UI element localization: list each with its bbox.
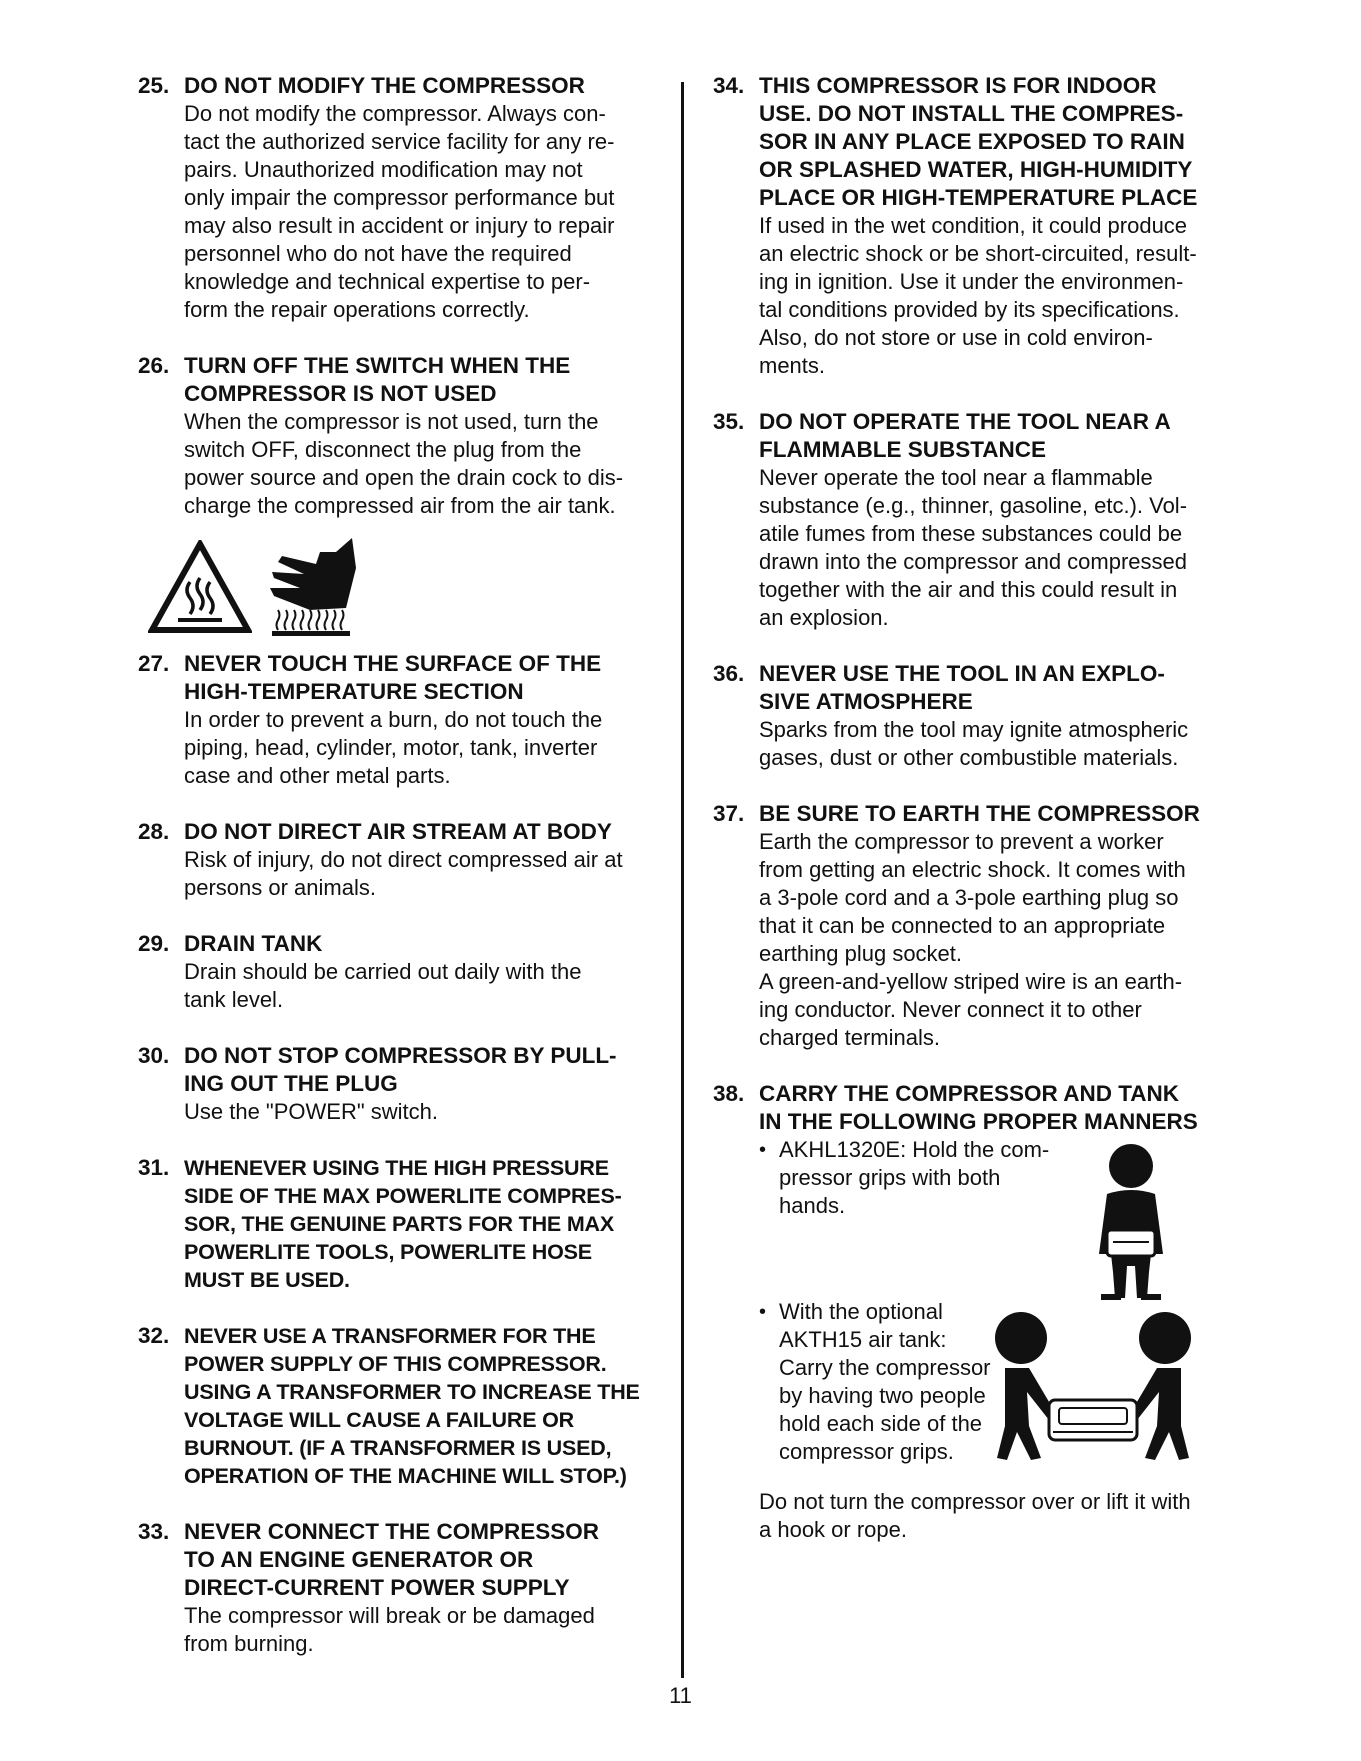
body-line: drawn into the compressor and compressed (759, 549, 1187, 574)
body-line: form the repair operations correctly. (184, 297, 530, 322)
heading-line: TO AN ENGINE GENERATOR OR (184, 1547, 534, 1572)
item-body (759, 212, 1233, 380)
bullet-line: hands. (779, 1193, 846, 1218)
item-28 (138, 818, 658, 902)
heading-line: WHENEVER USING THE HIGH PRESSURE (184, 1156, 609, 1180)
item-number: 29. (138, 931, 170, 956)
body-line: tal conditions provided by its specifications. (759, 297, 1180, 322)
heading-line: FLAMMABLE SUBSTANCE (759, 437, 1047, 462)
body-line: pairs. Unauthorized modification may not (184, 157, 583, 182)
heading-line: NEVER CONNECT THE COMPRESSOR (184, 1519, 600, 1544)
body-line: only impair the compressor performance but (184, 185, 615, 210)
item-number: 30. (138, 1043, 170, 1068)
item-number: 37. (713, 801, 745, 826)
item-body (184, 958, 658, 1014)
hand-burn-icon (260, 534, 360, 638)
item-38 (713, 1080, 1233, 1544)
item-26 (138, 352, 658, 520)
heading-line: COMPRESSOR IS NOT USED (184, 381, 497, 406)
heading-line: TURN OFF THE SWITCH WHEN THE (184, 353, 571, 378)
heading-line: USING A TRANSFORMER TO INCREASE THE (184, 1380, 640, 1404)
item-heading (184, 72, 658, 100)
bullet-line: AKHL1320E: Hold the com- (779, 1137, 1050, 1162)
item-35 (713, 408, 1233, 632)
heading-line: DO NOT DIRECT AIR STREAM AT BODY (184, 819, 612, 844)
body-line: Sparks from the tool may ignite atmospheric (759, 717, 1189, 742)
item-30 (138, 1042, 658, 1126)
body-line: from getting an electric shock. It comes with (759, 857, 1186, 882)
body-line: A green-and-yellow striped wire is an earth- (759, 969, 1183, 994)
heading-line: SIDE OF THE MAX POWERLITE COMPRES- (184, 1184, 622, 1208)
body-line: a hook or rope. (759, 1517, 907, 1542)
item-heading (759, 800, 1233, 828)
left-column (138, 72, 658, 1658)
body-line: power source and open the drain cock to dis- (184, 465, 624, 490)
page-number: 11 (669, 1683, 692, 1708)
item-number: 33. (138, 1519, 170, 1544)
item-number: 35. (713, 409, 745, 434)
body-line: Earth the compressor to prevent a worker (759, 829, 1164, 854)
item-number: 38. (713, 1081, 745, 1106)
item-body (184, 1602, 658, 1658)
heading-line: DO NOT STOP COMPRESSOR BY PULL- (184, 1043, 617, 1068)
item-heading (759, 660, 1233, 716)
item-25 (138, 72, 658, 324)
item-body (184, 408, 658, 520)
item-body (759, 464, 1233, 632)
item-number: 25. (138, 73, 170, 98)
list-item-two-person (759, 1298, 991, 1466)
heading-line: THIS COMPRESSOR IS FOR INDOOR (759, 73, 1157, 98)
body-line: charge the compressed air from the air tank. (184, 493, 616, 518)
hot-surface-warning-icons (148, 540, 658, 644)
body-line: In order to prevent a burn, do not touch the (184, 707, 603, 732)
body-line: switch OFF, disconnect the plug from the (184, 437, 582, 462)
heading-line: BE SURE TO EARTH THE COMPRESSOR (759, 801, 1200, 826)
body-line: tact the authorized service facility for any re- (184, 129, 615, 154)
body-line: Do not modify the compressor. Always con- (184, 101, 606, 126)
heading-line: NEVER TOUCH THE SURFACE OF THE (184, 651, 602, 676)
item-number: 32. (138, 1323, 170, 1348)
item-heading (184, 1322, 658, 1490)
item-27 (138, 650, 658, 790)
heading-line: POWERLITE TOOLS, POWERLITE HOSE (184, 1240, 592, 1264)
heading-line: ING OUT THE PLUG (184, 1071, 398, 1096)
heading-line: HIGH-TEMPERATURE SECTION (184, 679, 524, 704)
bullet-line: Carry the compressor (779, 1355, 991, 1380)
heading-line: NEVER USE A TRANSFORMER FOR THE (184, 1324, 596, 1348)
body-line: Do not turn the compressor over or lift it with (759, 1489, 1191, 1514)
item-number: 28. (138, 819, 170, 844)
body-line: persons or animals. (184, 875, 376, 900)
body-line: that it can be connected to an appropriate (759, 913, 1166, 938)
item-number: 27. (138, 651, 170, 676)
two-person-carry-icon (993, 1308, 1193, 1464)
item-heading (184, 1518, 658, 1602)
item-31 (138, 1154, 658, 1294)
item-body (184, 1098, 658, 1126)
body-line: atile fumes from these substances could be (759, 521, 1183, 546)
body-line: gases, dust or other combustible materials. (759, 745, 1179, 770)
item-number: 26. (138, 353, 170, 378)
body-line: ing conductor. Never connect it to other (759, 997, 1142, 1022)
body-line: When the compressor is not used, turn the (184, 409, 599, 434)
body-line: an electric shock or be short-circuited, result- (759, 241, 1197, 266)
hot-surface-warning-triangle-icon (148, 540, 252, 634)
heading-line: SOR IN ANY PLACE EXPOSED TO RAIN (759, 129, 1185, 154)
heading-line: OR SPLASHED WATER, HIGH-HUMIDITY (759, 157, 1193, 182)
body-line: from burning. (184, 1631, 314, 1656)
heading-line: VOLTAGE WILL CAUSE A FAILURE OR (184, 1408, 574, 1432)
body-line: ments. (759, 353, 826, 378)
heading-line: MUST BE USED. (184, 1268, 350, 1292)
body-line: piping, head, cylinder, motor, tank, inverter (184, 735, 598, 760)
bullet-line: hold each side of the (779, 1411, 983, 1436)
body-line: The compressor will break or be damaged (184, 1603, 595, 1628)
bullet-line: pressor grips with both (779, 1165, 1001, 1190)
item-32 (138, 1322, 658, 1490)
carry-instructions-list (759, 1136, 1233, 1488)
body-line: together with the air and this could result in (759, 577, 1178, 602)
item-number: 34. (713, 73, 745, 98)
heading-line: IN THE FOLLOWING PROPER MANNERS (759, 1109, 1198, 1134)
body-line: ing in ignition. Use it under the environmen- (759, 269, 1184, 294)
heading-line: DO NOT OPERATE THE TOOL NEAR A (759, 409, 1171, 434)
item-heading (184, 930, 658, 958)
bullet-line: AKTH15 air tank: (779, 1327, 947, 1352)
bullet-icon: • (759, 1301, 767, 1323)
body-line: Never operate the tool near a flammable (759, 465, 1153, 490)
item-body (184, 846, 658, 902)
item-heading (759, 72, 1233, 212)
heading-line: POWER SUPPLY OF THIS COMPRESSOR. (184, 1352, 607, 1376)
item-body (759, 828, 1233, 1052)
heading-line: OPERATION OF THE MACHINE WILL STOP.) (184, 1464, 627, 1488)
right-column (713, 72, 1233, 1544)
body-line: case and other metal parts. (184, 763, 451, 788)
item-heading (184, 352, 658, 408)
body-line: a 3-pole cord and a 3-pole earthing plug so (759, 885, 1179, 910)
body-line: Also, do not store or use in cold environ- (759, 325, 1153, 350)
body-line: personnel who do not have the required (184, 241, 572, 266)
item-body (184, 100, 658, 324)
heading-line: DO NOT MODIFY THE COMPRESSOR (184, 73, 585, 98)
item-heading (184, 1154, 658, 1294)
one-person-carry-icon (1091, 1142, 1171, 1302)
item-29 (138, 930, 658, 1014)
item-37 (713, 800, 1233, 1052)
heading-line: PLACE OR HIGH-TEMPERATURE PLACE (759, 185, 1198, 210)
item-body (759, 1488, 1233, 1544)
item-number: 31. (138, 1155, 170, 1180)
body-line: If used in the wet condition, it could produce (759, 213, 1188, 238)
heading-line: BURNOUT. (IF A TRANSFORMER IS USED, (184, 1436, 612, 1460)
list-item-one-person (759, 1136, 1049, 1220)
item-34 (713, 72, 1233, 380)
heading-line: SOR, THE GENUINE PARTS FOR THE MAX (184, 1212, 614, 1236)
body-line: Use the "POWER" switch. (184, 1099, 439, 1124)
body-line: charged terminals. (759, 1025, 940, 1050)
body-line: may also result in accident or injury to repair (184, 213, 615, 238)
body-line: tank level. (184, 987, 284, 1012)
body-line: Risk of injury, do not direct compressed air at (184, 847, 623, 872)
item-body (759, 716, 1233, 772)
bullet-line: With the optional (779, 1299, 943, 1324)
heading-line: NEVER USE THE TOOL IN AN EXPLO- (759, 661, 1165, 686)
bullet-icon: • (759, 1139, 767, 1161)
item-heading (184, 650, 658, 706)
item-heading (759, 1080, 1233, 1136)
column-divider (681, 82, 684, 1678)
item-heading (184, 818, 658, 846)
heading-line: SIVE ATMOSPHERE (759, 689, 973, 714)
heading-line: DRAIN TANK (184, 931, 323, 956)
item-number: 36. (713, 661, 745, 686)
body-line: an explosion. (759, 605, 889, 630)
item-heading (759, 408, 1233, 464)
item-body (184, 706, 658, 790)
item-33 (138, 1518, 658, 1658)
bullet-line: compressor grips. (779, 1439, 954, 1464)
heading-line: CARRY THE COMPRESSOR AND TANK (759, 1081, 1180, 1106)
heading-line: USE. DO NOT INSTALL THE COMPRES- (759, 101, 1184, 126)
item-36 (713, 660, 1233, 772)
body-line: earthing plug socket. (759, 941, 963, 966)
heading-line: DIRECT-CURRENT POWER SUPPLY (184, 1575, 570, 1600)
body-line: substance (e.g., thinner, gasoline, etc.). Vol- (759, 493, 1188, 518)
bullet-line: by having two people (779, 1383, 986, 1408)
item-heading (184, 1042, 658, 1098)
body-line: knowledge and technical expertise to per- (184, 269, 591, 294)
body-line: Drain should be carried out daily with the (184, 959, 582, 984)
